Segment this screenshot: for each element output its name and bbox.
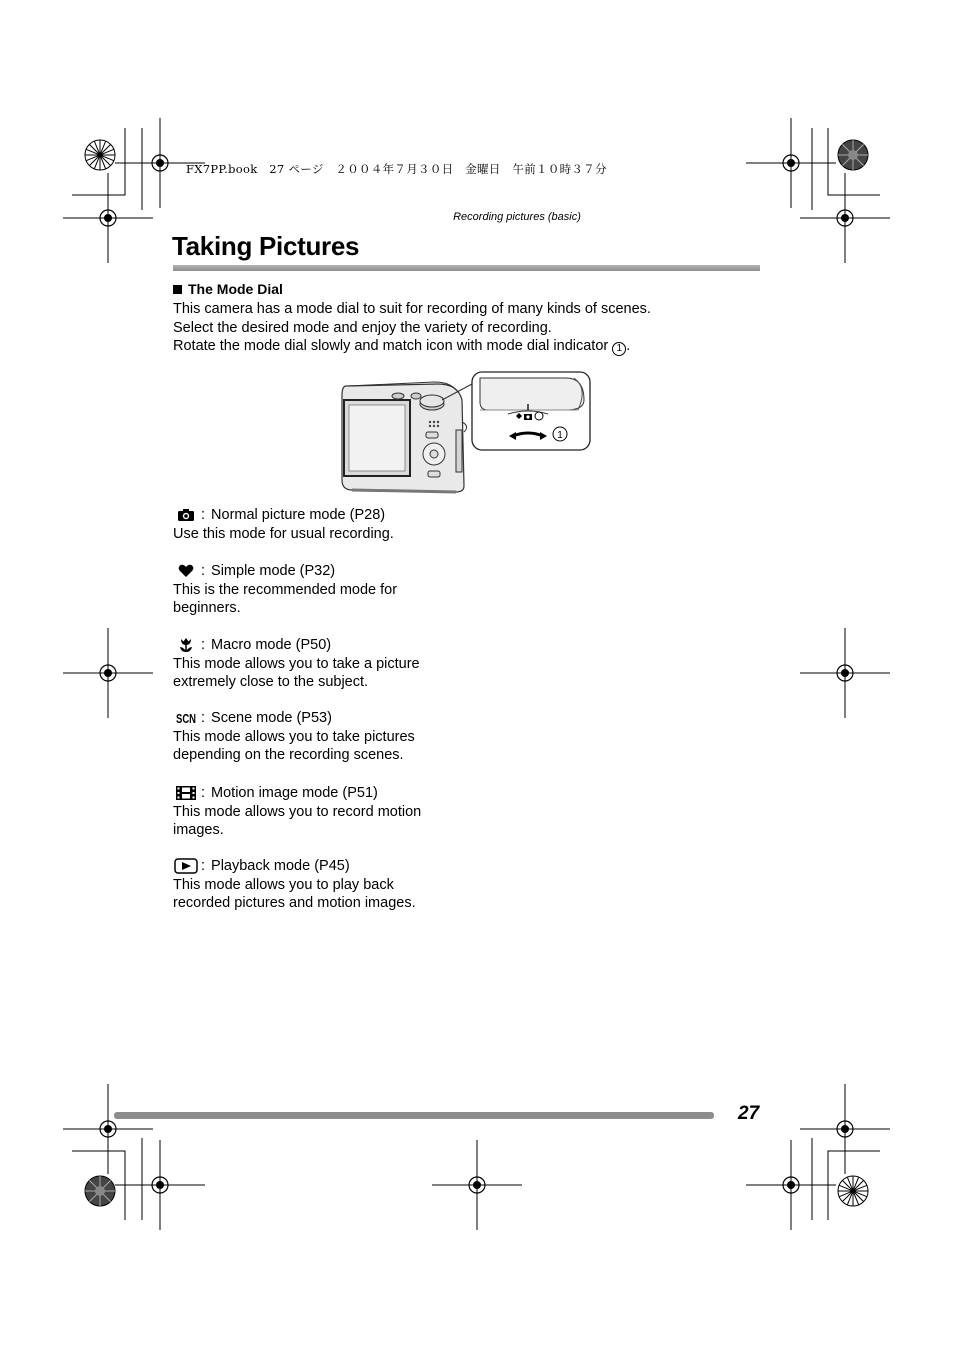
mode-description: This mode allows you to take pictures depending on the recording scenes.	[173, 728, 415, 763]
macro-flower-icon	[173, 636, 199, 654]
page-title: Taking Pictures	[172, 231, 360, 261]
subheading	[173, 281, 283, 297]
mode-description: This mode allows you to record motion images.	[173, 803, 422, 838]
section-label: Recording pictures (basic)	[453, 211, 581, 223]
mode-description: Use this mode for usual recording.	[173, 525, 394, 542]
mode-description: This is the recommended mode for beginners.	[173, 581, 398, 616]
mode-description: This mode allows you to play back recorded pictures and motion images.	[173, 876, 416, 911]
square-bullet-icon	[173, 285, 182, 294]
page-number: 27	[738, 1103, 760, 1124]
print-header: FX7PP.book 27 ページ ２００４年７月３０日 金曜日 午前１０時３７分	[186, 162, 607, 176]
figure-indicator-label: 1	[557, 430, 563, 441]
intro-line-2: Select the desired mode and enjoy the variety of recording.	[173, 319, 552, 336]
mode-item-normal: : Normal picture mode (P28) Use this mode for usual recording.	[173, 506, 453, 543]
mode-label: Simple mode (P32)	[211, 563, 336, 579]
intro-line-1: This camera has a mode dial to suit for recording of many kinds of scenes.	[173, 301, 651, 317]
camera-icon	[173, 506, 199, 524]
title-rule	[173, 265, 760, 271]
mode-label: Scene mode (P53)	[211, 710, 332, 726]
mode-label: Macro mode (P50)	[211, 637, 332, 653]
heart-icon	[173, 562, 199, 580]
mode-item-macro: : Macro mode (P50) This mode allows you to take a picture extremely close to the subject.	[173, 636, 453, 692]
film-icon	[173, 784, 199, 802]
mode-item-playback: : Playback mode (P45) This mode allows you to play back recorded pictures and motion images.	[173, 857, 453, 913]
mode-item-scene: SCN : Scene mode (P53) This mode allows you to take pictures depending on the recording scenes.	[173, 709, 453, 765]
scn-icon	[173, 709, 199, 727]
camera-mode-dial-illustration	[338, 370, 594, 498]
indicator-marker: 1	[612, 342, 626, 356]
mode-item-simple: : Simple mode (P32) This is the recommended mode for beginners.	[173, 562, 453, 618]
mode-description: This mode allows you to take a picture extremely close to the subject.	[173, 655, 420, 690]
mode-label: Motion image mode (P51)	[211, 785, 378, 801]
intro-line-3-text: Rotate the mode dial slowly and match icon with mode dial indicator	[173, 338, 609, 354]
svg-text:SCN: SCN	[176, 711, 196, 726]
intro-line-3	[173, 337, 733, 356]
mode-label: Playback mode (P45)	[211, 858, 350, 874]
playback-icon	[173, 857, 199, 875]
intro-line-3-end: .	[626, 338, 631, 354]
mode-item-motion: : Motion image mode (P51) This mode allows you to record motion images.	[173, 784, 453, 840]
mode-label: Normal picture mode (P28)	[211, 507, 386, 523]
footer-rule	[114, 1112, 714, 1119]
subheading-text: The Mode Dial	[188, 281, 283, 297]
intro-paragraph	[173, 300, 733, 356]
